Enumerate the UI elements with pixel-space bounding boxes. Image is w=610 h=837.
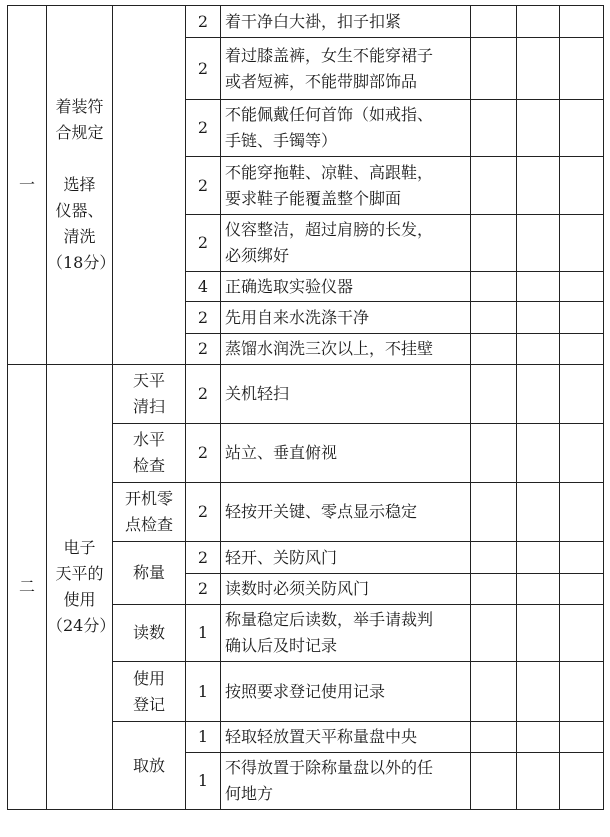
blank-cell <box>560 100 604 157</box>
sub-item-cell: 水平 检查 <box>113 424 186 483</box>
blank-cell <box>471 662 517 722</box>
score-cell: 2 <box>186 302 221 334</box>
criterion-cell: 不得放置于除称量盘以外的任 何地方 <box>221 753 471 810</box>
sub-item-cell: 称量 <box>113 542 186 605</box>
criterion-cell: 轻开、关防风门 <box>221 542 471 574</box>
blank-cell <box>471 605 517 662</box>
blank-cell <box>560 365 604 424</box>
score-cell: 2 <box>186 483 221 542</box>
criterion-cell: 蒸馏水润洗三次以上，不挂壁 <box>221 334 471 365</box>
score-cell: 2 <box>186 542 221 574</box>
blank-cell <box>471 334 517 365</box>
blank-cell <box>560 6 604 38</box>
sub-item-empty <box>113 6 186 365</box>
blank-cell <box>471 6 517 38</box>
sub-item-cell: 读数 <box>113 605 186 662</box>
blank-cell <box>471 722 517 753</box>
blank-cell <box>471 157 517 215</box>
criterion-cell: 称量稳定后读数，举手请裁判 确认后及时记录 <box>221 605 471 662</box>
scoring-table <box>7 5 604 810</box>
blank-cell <box>517 662 560 722</box>
criterion-cell: 站立、垂直俯视 <box>221 424 471 483</box>
criterion-cell: 正确选取实验仪器 <box>221 272 471 302</box>
blank-cell <box>517 483 560 542</box>
blank-cell <box>471 753 517 810</box>
score-cell: 2 <box>186 157 221 215</box>
table-row <box>8 365 604 424</box>
blank-cell <box>517 753 560 810</box>
blank-cell <box>517 38 560 100</box>
score-cell: 2 <box>186 365 221 424</box>
score-cell: 1 <box>186 753 221 810</box>
scoring-table-sheet <box>7 5 603 810</box>
section-number: 一 <box>8 6 47 365</box>
score-cell: 4 <box>186 272 221 302</box>
blank-cell <box>517 542 560 574</box>
blank-cell <box>560 424 604 483</box>
blank-cell <box>560 722 604 753</box>
criterion-cell: 不能佩戴任何首饰（如戒指、 手链、手镯等） <box>221 100 471 157</box>
criterion-cell: 关机轻扫 <box>221 365 471 424</box>
criterion-cell: 仪容整洁，超过肩膀的长发， 必须绑好 <box>221 215 471 272</box>
blank-cell <box>517 157 560 215</box>
score-cell: 1 <box>186 722 221 753</box>
blank-cell <box>517 722 560 753</box>
criterion-cell: 不能穿拖鞋、凉鞋、高跟鞋， 要求鞋子能覆盖整个脚面 <box>221 157 471 215</box>
blank-cell <box>560 157 604 215</box>
blank-cell <box>560 215 604 272</box>
blank-cell <box>517 605 560 662</box>
blank-cell <box>517 6 560 38</box>
score-cell: 2 <box>186 424 221 483</box>
blank-cell <box>560 302 604 334</box>
blank-cell <box>517 424 560 483</box>
criterion-cell: 轻按开关键、零点显示稳定 <box>221 483 471 542</box>
blank-cell <box>517 574 560 605</box>
score-cell: 2 <box>186 215 221 272</box>
blank-cell <box>471 100 517 157</box>
sub-item-cell: 使用 登记 <box>113 662 186 722</box>
blank-cell <box>560 542 604 574</box>
score-cell: 2 <box>186 6 221 38</box>
criterion-cell: 轻取轻放置天平称量盘中央 <box>221 722 471 753</box>
blank-cell <box>471 365 517 424</box>
blank-cell <box>517 334 560 365</box>
criterion-cell: 着过膝盖裤，女生不能穿裙子 或者短裤，不能带脚部饰品 <box>221 38 471 100</box>
blank-cell <box>471 38 517 100</box>
blank-cell <box>560 574 604 605</box>
section-title: 电子 天平的 使用 （24分） <box>47 365 113 810</box>
blank-cell <box>471 424 517 483</box>
blank-cell <box>560 334 604 365</box>
blank-cell <box>517 365 560 424</box>
criterion-cell: 着干净白大褂，扣子扣紧 <box>221 6 471 38</box>
score-cell: 1 <box>186 662 221 722</box>
score-cell: 2 <box>186 334 221 365</box>
blank-cell <box>560 38 604 100</box>
score-cell: 2 <box>186 574 221 605</box>
criterion-cell: 读数时必须关防风门 <box>221 574 471 605</box>
score-cell: 2 <box>186 38 221 100</box>
blank-cell <box>560 662 604 722</box>
sub-item-cell: 开机零 点检查 <box>113 483 186 542</box>
blank-cell <box>471 215 517 272</box>
blank-cell <box>471 574 517 605</box>
blank-cell <box>517 215 560 272</box>
criterion-cell: 按照要求登记使用记录 <box>221 662 471 722</box>
blank-cell <box>560 753 604 810</box>
sub-item-cell: 天平 清扫 <box>113 365 186 424</box>
section-title: 着装符 合规定 选择 仪器、 清洗 （18分） <box>47 6 113 365</box>
blank-cell <box>471 483 517 542</box>
blank-cell <box>471 302 517 334</box>
blank-cell <box>517 272 560 302</box>
score-cell: 2 <box>186 100 221 157</box>
blank-cell <box>560 605 604 662</box>
section-number: 二 <box>8 365 47 810</box>
blank-cell <box>471 272 517 302</box>
criterion-cell: 先用自来水洗涤干净 <box>221 302 471 334</box>
blank-cell <box>517 302 560 334</box>
score-cell: 1 <box>186 605 221 662</box>
blank-cell <box>560 483 604 542</box>
blank-cell <box>517 100 560 157</box>
blank-cell <box>471 542 517 574</box>
blank-cell <box>560 272 604 302</box>
table-row <box>8 6 604 38</box>
sub-item-cell: 取放 <box>113 722 186 810</box>
